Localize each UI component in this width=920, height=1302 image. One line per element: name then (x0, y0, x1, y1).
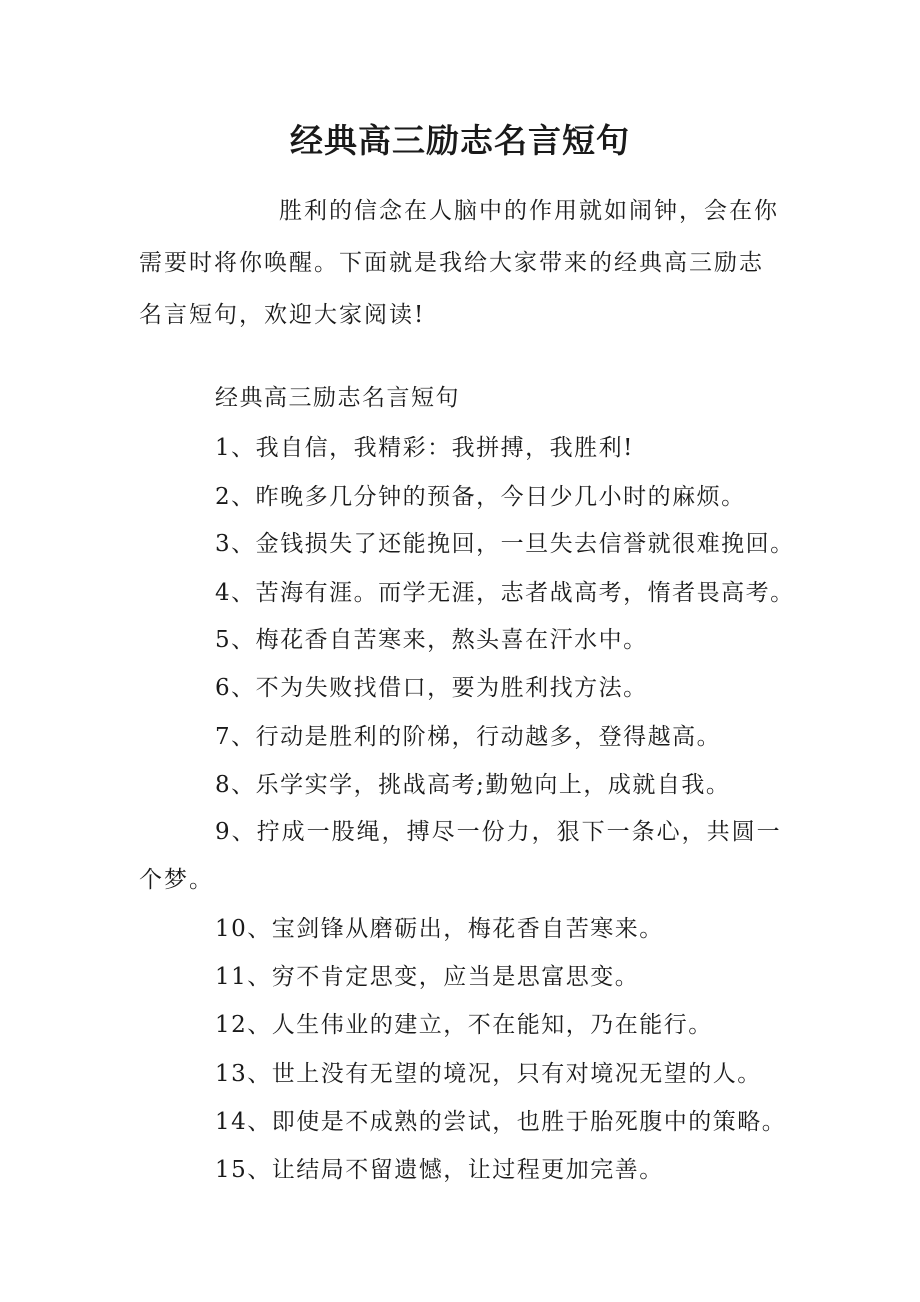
intro-paragraph: 胜利的信念在人脑中的作用就如闹钟，会在你需要时将你唤醒。下面就是我给大家带来的经典高三励志名言短句，欢迎大家阅读! (139, 198, 779, 328)
quote-item: 8、乐学实学，挑战高考;勤勉向上，成就自我。 (215, 772, 731, 798)
quote-item: 13、世上没有无望的境况，只有对境况无望的人。 (215, 1061, 762, 1087)
quote-item: 15、让结局不留遗憾，让过程更加完善。 (215, 1157, 664, 1183)
quote-item: 11、穷不肯定思变，应当是思富思变。 (215, 964, 640, 990)
quote-item: 4、苦海有涯。而学无涯，志者战高考，惰者畏高考。 (215, 580, 795, 606)
quote-item: 2、昨晚多几分钟的预备，今日少几小时的麻烦。 (215, 484, 746, 510)
quote-item: 12、人生伟业的建立，不在能知，乃在能行。 (215, 1012, 713, 1038)
quote-item: 1、我自信，我精彩：我拼搏，我胜利! (215, 435, 634, 461)
quote-item: 3、金钱损失了还能挽回，一旦失去信誉就很难挽回。 (215, 531, 795, 557)
quote-item: 10、宝剑锋从磨砺出，梅花香自苦寒来。 (215, 916, 664, 942)
quote-item: 6、不为失败找借口，要为胜利找方法。 (215, 675, 648, 701)
quote-item: 9、拧成一股绳，搏尽一份力，狠下一条心，共圆一个梦。 (139, 819, 782, 893)
quote-item: 5、梅花香自苦寒来，熬头喜在汗水中。 (215, 627, 648, 653)
document-title: 经典高三励志名言短句 (290, 121, 630, 160)
quote-item: 14、即使是不成熟的尝试，也胜于胎死腹中的策略。 (215, 1109, 787, 1135)
quote-item: 7、行动是胜利的阶梯，行动越多，登得越高。 (215, 724, 722, 750)
section-heading: 经典高三励志名言短句 (215, 385, 460, 411)
